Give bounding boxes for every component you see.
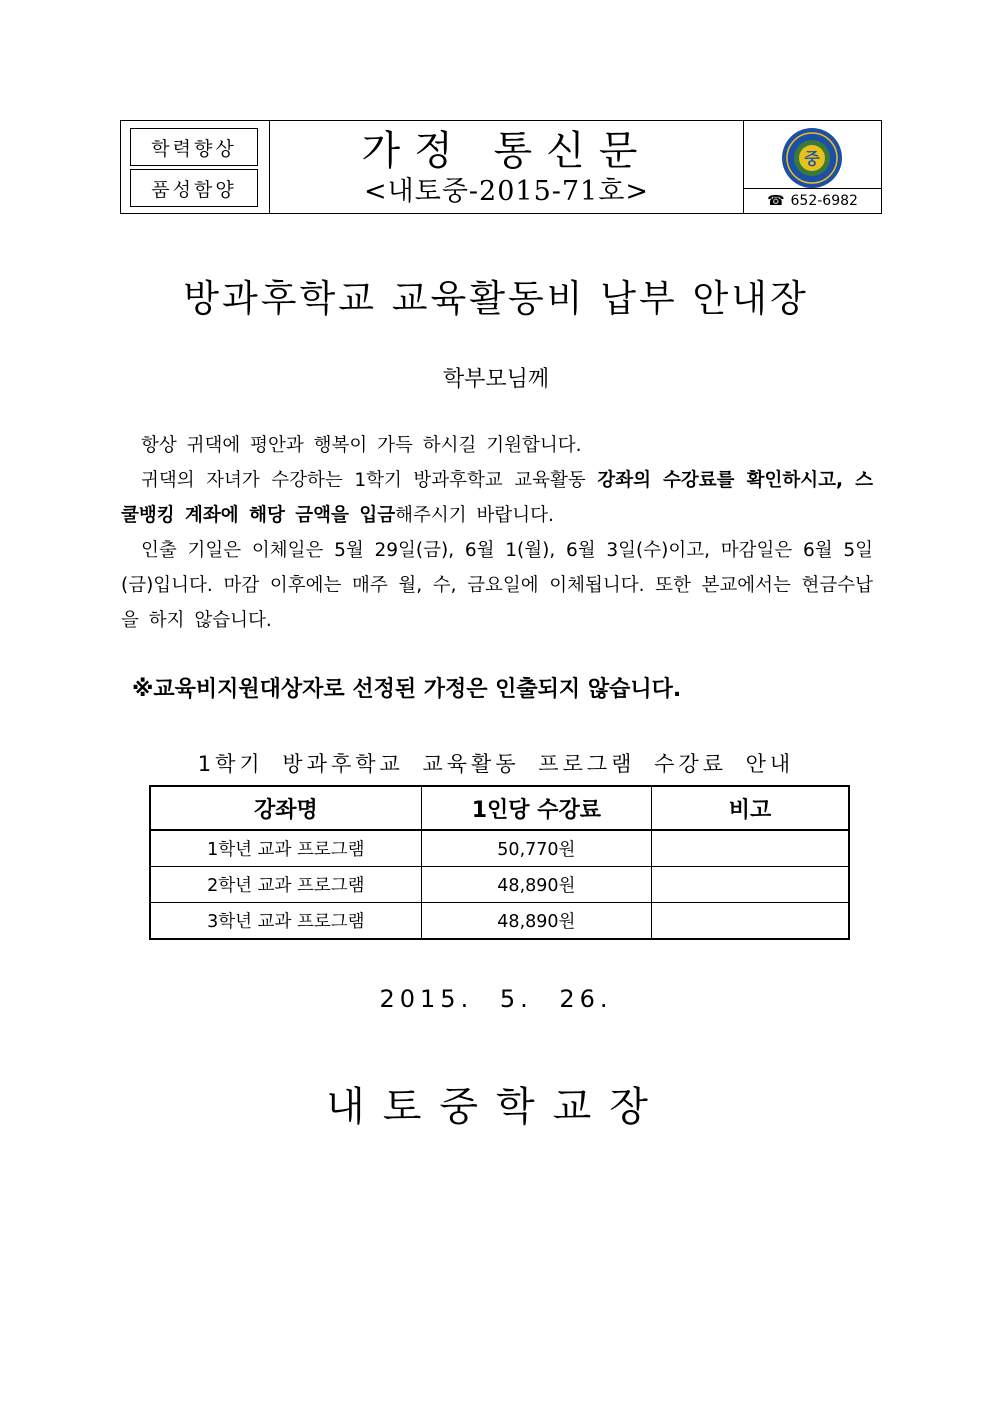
course-fee: 48,890원: [421, 867, 651, 903]
paragraph-greeting: 항상 귀댁에 평안과 행복이 가득 하시길 기원합니다.: [141, 435, 582, 456]
course-remark: [652, 867, 849, 903]
motto-column: [121, 121, 270, 213]
table-caption: 1학기 방과후학교 교육활동 프로그램 수강료 안내: [197, 752, 795, 776]
phone-text: 652-6982: [790, 193, 858, 209]
newsletter-header: [120, 120, 882, 214]
column-header: 비고: [652, 786, 849, 830]
column-header: 1인당 수강료: [421, 786, 651, 830]
letter-body: [121, 428, 873, 638]
issue-date: 2015. 5. 26.: [379, 985, 613, 1013]
course-name: 3학년 교과 프로그램: [150, 903, 421, 940]
motto-character: 품성함양: [130, 169, 258, 207]
table-row: [150, 830, 849, 867]
fee-table: [149, 785, 850, 940]
table-row: [150, 903, 849, 940]
logo-letter: 중: [804, 149, 820, 168]
course-name: 2학년 교과 프로그램: [150, 867, 421, 903]
table-header-row: [150, 786, 849, 830]
title-column: [270, 121, 744, 213]
principal-signature: 내토중학교장: [326, 1084, 666, 1130]
course-name: 1학년 교과 프로그램: [150, 830, 421, 867]
course-fee: 48,890원: [421, 903, 651, 940]
column-header: 강좌명: [150, 786, 421, 830]
school-logo: [781, 127, 843, 189]
course-remark: [652, 903, 849, 940]
newsletter-title: 가정 통신문: [361, 128, 652, 174]
notice-text: ※교육비지원대상자로 선정된 가정은 인출되지 않습니다.: [132, 677, 682, 702]
paragraph-payment-intro: 귀댁의 자녀가 수강하는 1학기 방과후학교 교육활동: [141, 470, 598, 491]
table-row: [150, 867, 849, 903]
logo-column: [744, 121, 881, 213]
motto-academic: 학력향상: [130, 128, 258, 166]
paragraph-payment-emphasis: 강좌의 수강료를 확인하시고, 스쿨뱅킹 계좌에 해당 금액을 입금: [121, 470, 873, 526]
paragraph-payment-end: 해주시기 바랍니다.: [395, 505, 554, 526]
phone-number: [744, 188, 881, 213]
course-remark: [652, 830, 849, 867]
phone-icon: ☎: [767, 193, 785, 209]
paragraph-schedule: 인출 기일은 이체일은 5월 29일(금), 6월 1(월), 6월 3일(수)이고, 마감일은 6월 5일(금)입니다. 마감 이후에는 매주 월, 수, 금요일에 이체됩니다. 또한 본교에서는 현금수납을 하지 않습니다.: [121, 540, 873, 631]
document-title: 방과후학교 교육활동비 납부 안내장: [183, 277, 809, 320]
issue-number: <내토중-2015-71호>: [364, 176, 649, 207]
salutation: 학부모님께: [442, 367, 550, 392]
paragraph-payment: [121, 463, 873, 533]
course-fee: 50,770원: [421, 830, 651, 867]
